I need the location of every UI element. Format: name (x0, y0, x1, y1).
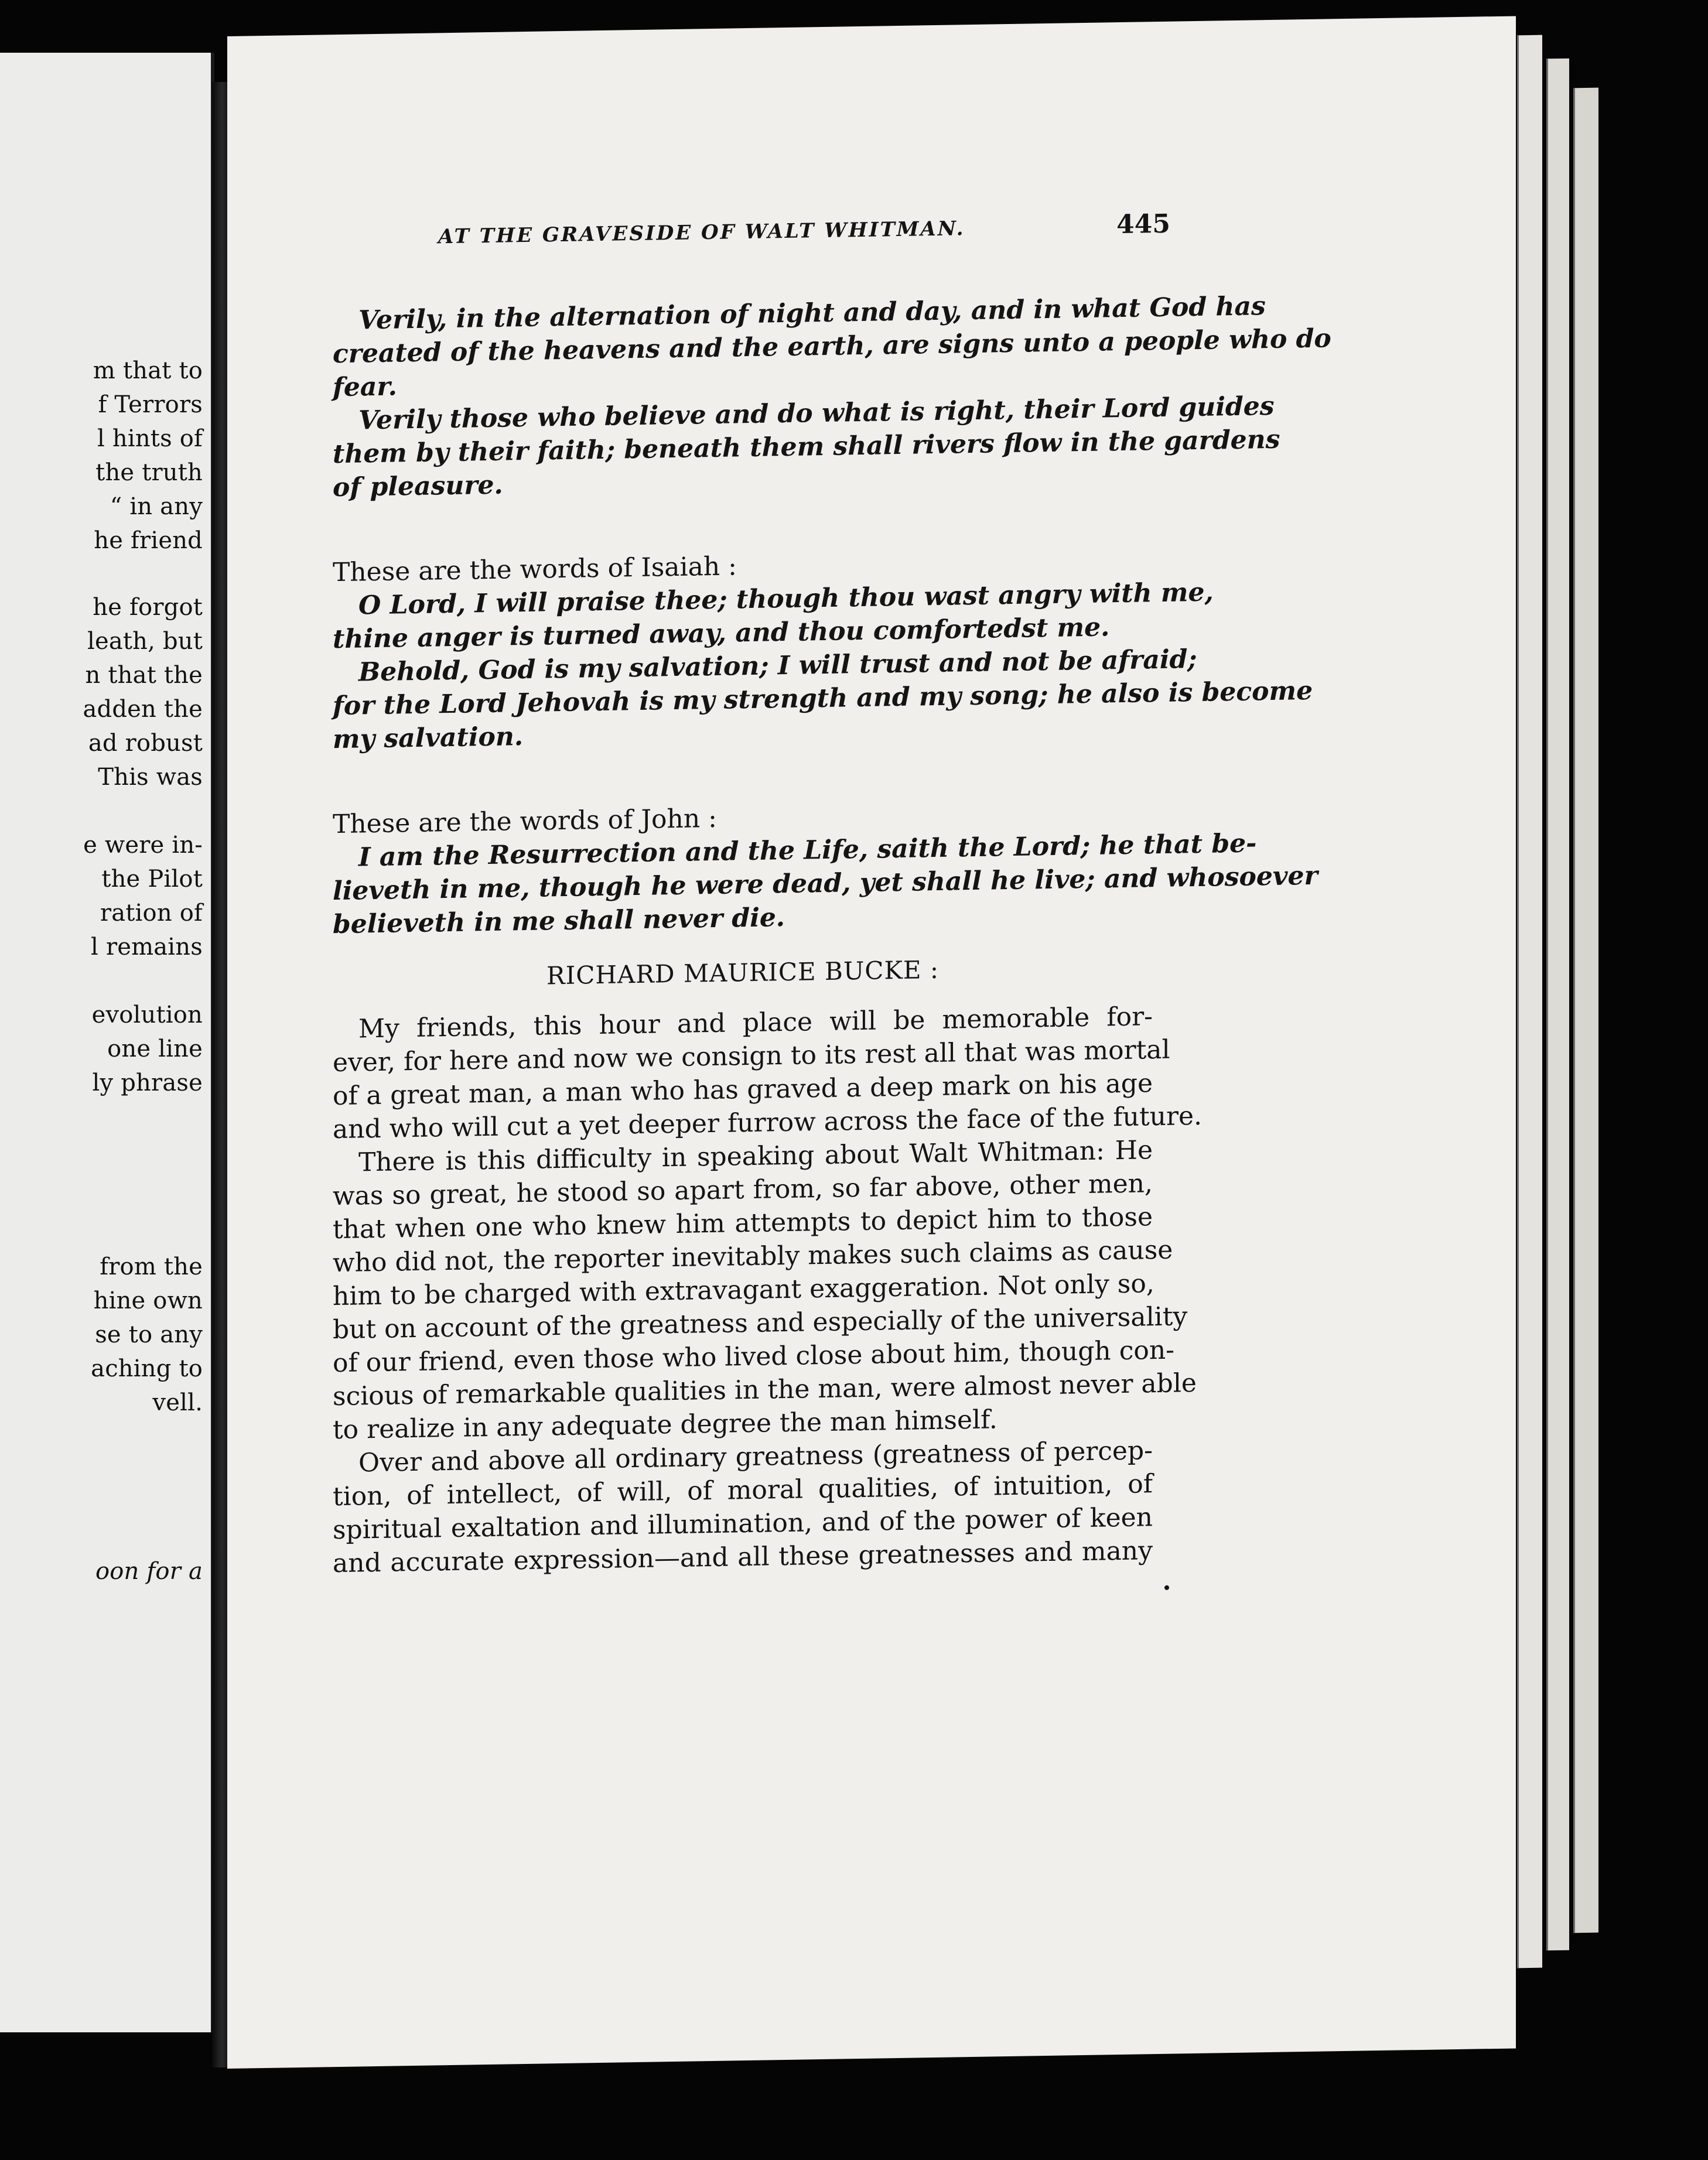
john-section (333, 795, 1318, 941)
left-page-line: adden the (83, 696, 203, 723)
left-page-line: m that to (93, 357, 203, 384)
page-edge (1546, 59, 1569, 1951)
quote-line: believeth in me shall never die. (333, 903, 785, 940)
body-paragraph-1 (333, 1000, 1203, 1146)
body-line: that when one who knew him attempts to depict him to those (333, 1202, 1153, 1245)
john-intro: These are the words of John : (333, 803, 717, 840)
left-page-line: l remains (91, 934, 203, 961)
body-line: tion, of intellect, of will, of moral qualities, of intuition, of (333, 1469, 1153, 1512)
quote-line: thine anger is turned away, and thou comfortedst me. (333, 612, 1110, 655)
body-line: scious of remarkable qualities in the man, were almost never able (333, 1368, 1197, 1412)
left-page-line: “ in any (110, 493, 203, 520)
left-page-line: ly phrase (92, 1069, 203, 1096)
left-page-line: leath, but (87, 628, 203, 655)
body-line: of a great man, a man who has graved a deep mark on his age (333, 1068, 1153, 1112)
quote-line: I am the Resurrection and the Life, saith the Lord; he that be- (358, 828, 1257, 873)
page-number: 445 (1116, 209, 1170, 240)
quote-line: my salvation. (333, 722, 524, 755)
body-line: of our friend, even those who lived close about him, though con- (333, 1335, 1175, 1379)
left-page-line: n that the (85, 662, 203, 689)
left-page-fragment (0, 53, 214, 2032)
left-page-line: aching to (91, 1355, 203, 1382)
isaiah-section (333, 543, 1313, 756)
body-line: to realize in any adequate degree the man himself. (333, 1404, 998, 1445)
left-page-line: the Pilot (101, 866, 203, 893)
quote-line: them by their faith; beneath them shall rivers flow in the gardens (333, 424, 1280, 470)
left-page-line: This was (98, 764, 203, 791)
running-head (438, 209, 1170, 261)
left-page-line: vell. (152, 1389, 203, 1416)
body-line: who did not, the reporter inevitably makes such claims as cause (333, 1235, 1173, 1279)
page-edge (1517, 35, 1542, 1968)
speaker-name: RICHARD MAURICE BUCKE : (546, 955, 939, 990)
quote-line: Verily those who believe and do what is right, their Lord guides (358, 391, 1275, 436)
left-page-line: se to any (95, 1321, 203, 1348)
quote-line: created of the heavens and the earth, are signs unto a people who do (333, 323, 1331, 370)
left-page-line: hine own (93, 1287, 203, 1314)
left-page-line: f Terrors (98, 391, 203, 418)
quote-line: fear. (333, 371, 397, 403)
quote-line: Behold, God is my salvation; I will trust and not be afraid; (358, 644, 1197, 688)
koran-quotation (333, 291, 1331, 504)
quote-line: for the Lord Jehovah is my strength and my song; he also is become (333, 675, 1313, 722)
body-line: spiritual exaltation and illumination, and of the power of keen (333, 1502, 1153, 1546)
left-page-line: oon for a (95, 1558, 203, 1585)
quote-line: Verily, in the alternation of night and day, and in what God has (358, 291, 1266, 336)
left-page-line: one line (107, 1035, 203, 1062)
left-page-line: ration of (100, 900, 203, 927)
page-edge (1573, 88, 1598, 1933)
right-page (227, 16, 1516, 2069)
body-line: but on account of the greatness and especially of the universality (333, 1301, 1188, 1345)
body-line: ever, for here and now we consign to its rest all that was mortal (333, 1034, 1170, 1078)
left-page-line: e were in- (83, 832, 203, 859)
body-line: him to be charged with extravagant exaggeration. Not only so, (333, 1269, 1154, 1312)
body-line: was so great, he stood so apart from, so far above, other men, (333, 1168, 1153, 1212)
quote-line: of pleasure. (333, 470, 503, 503)
body-line: Over and above all ordinary greatness (greatness of percep- (358, 1436, 1153, 1478)
body-line: My friends, this hour and place will be memorable for- (358, 1002, 1153, 1044)
dust-speck (1164, 1585, 1169, 1590)
body-line: and accurate expression—and all these greatnesses and many (333, 1536, 1153, 1579)
left-page-line: l hints of (97, 425, 203, 452)
body-line: There is this difficulty in speaking about Walt Whitman: He (358, 1135, 1153, 1178)
left-page-line: he friend (94, 527, 203, 554)
left-page-line: he forgot (93, 594, 203, 621)
body-paragraph-3 (333, 1434, 1153, 1580)
body-paragraph-2 (333, 1133, 1197, 1447)
left-page-line: from the (100, 1253, 203, 1280)
isaiah-intro: These are the words of Isaiah : (333, 551, 737, 588)
speaker-heading (333, 952, 1153, 993)
left-page-line: the truth (95, 459, 203, 486)
quote-line: lieveth in me, though he were dead, yet shall he live; and whosoever (333, 860, 1318, 907)
left-page-line: ad robust (88, 730, 203, 757)
quote-line: O Lord, I will praise thee; though thou wast angry with me, (358, 577, 1214, 621)
body-line: and who will cut a yet deeper furrow across the face of the future. (333, 1100, 1203, 1145)
running-head-title: AT THE GRAVESIDE OF WALT WHITMAN. (438, 217, 965, 249)
left-page-line: evolution (91, 1002, 203, 1028)
